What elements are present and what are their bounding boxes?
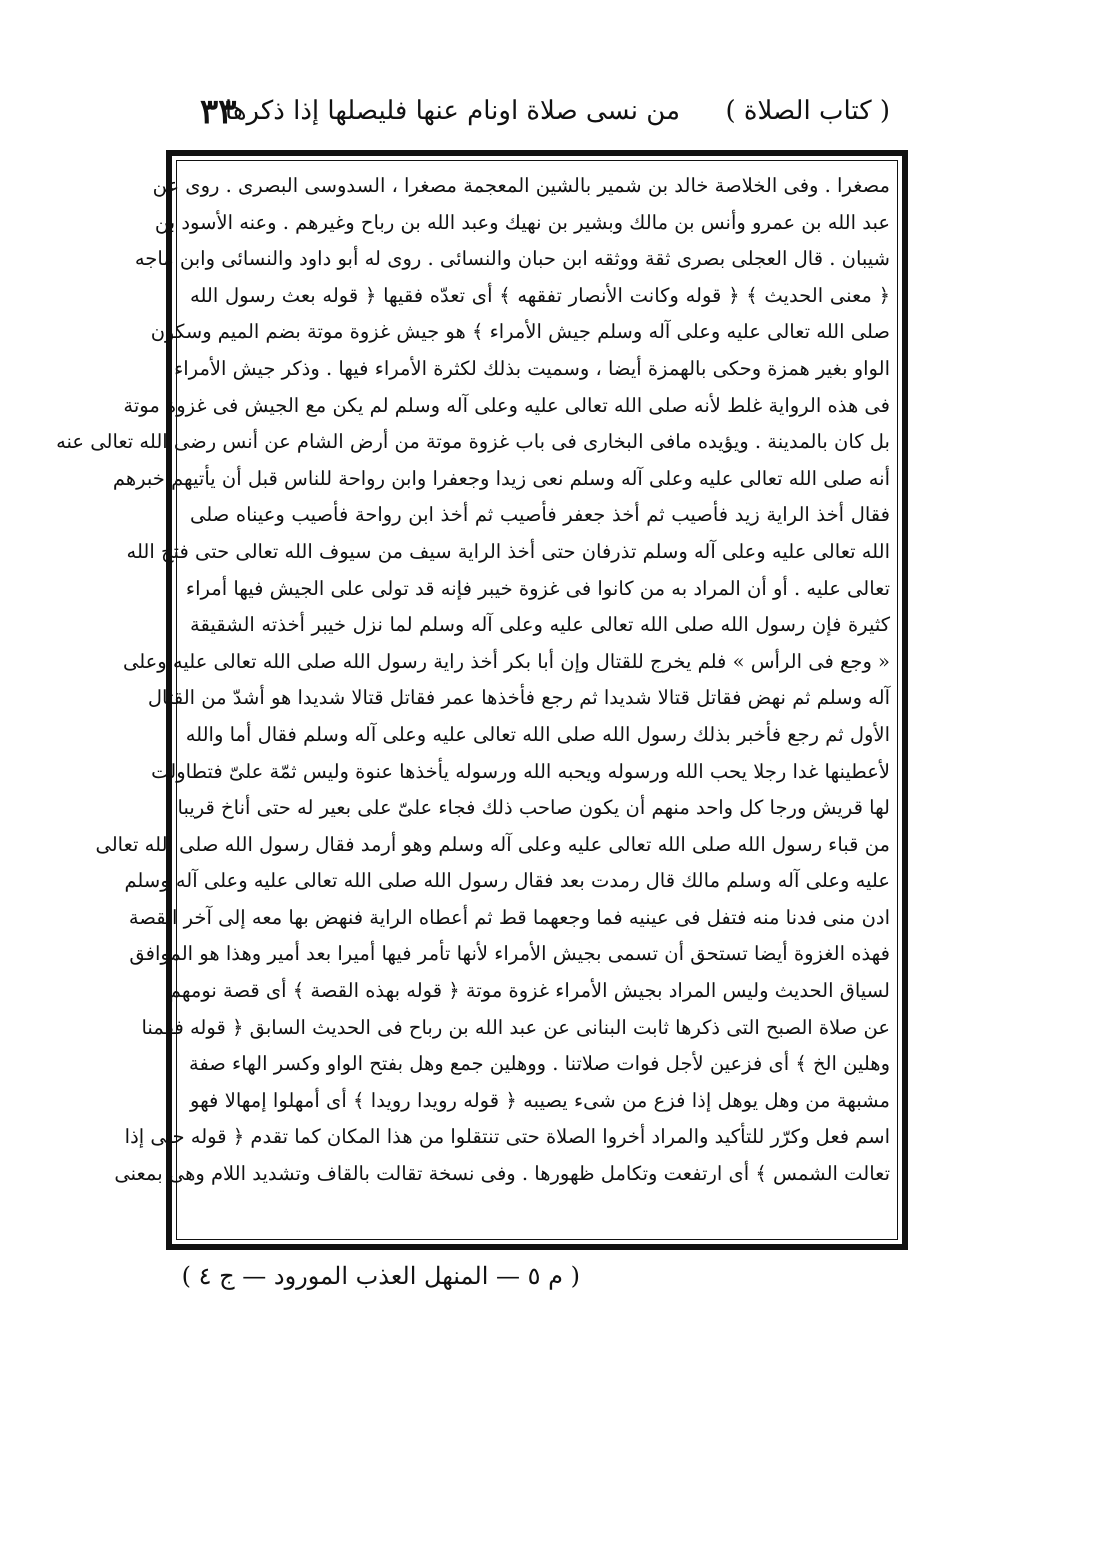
text-line: فى هذه الرواية غلط لأنه صلى الله تعالى عليه وعلى آله وسلم لم يكن مع الجيش فى غزوة موتة [123, 393, 890, 417]
text-line: بل كان بالمدينة . ويؤيده مافى البخارى فى باب غزوة موتة من أرض الشام عن أنس رضى الله تعالى عنه [56, 430, 890, 454]
text-line: لسياق الحديث وليس المراد بجيش الأمراء غزوة موتة ﴿ قوله بهذه القصة ﴾ أى قصة نومهم [168, 979, 890, 1003]
text-line: ادن منى فدنا منه فتفل فى عينيه فما وجعهما قط ثم أعطاه الراية فنهض بها معه إلى آخر القصة [128, 905, 890, 929]
page-header [200, 92, 890, 142]
text-line: لأعطينها غدا رجلا يحب الله ورسوله ويحبه الله ورسوله يأخذها عنوة وليس ثمّة علىّ فتطاولت [151, 759, 890, 783]
text-line: من قباء رسول الله صلى الله تعالى عليه وعلى آله وسلم وهو أرمد فقال رسول الله صلى الله تعالى [95, 832, 890, 856]
page-number: ٣٣ [200, 92, 237, 132]
text-line: شيبان . قال العجلى بصرى ثقة ووثقه ابن حبان والنسائى . روى له أبو داود والنسائى وابن ماجه [134, 247, 890, 271]
text-line: لها قريش ورجا كل واحد منهم أن يكون صاحب ذلك فجاء علىّ على بعير له حتى أناخ قريبا [177, 796, 890, 820]
text-line: آله وسلم ثم نهض فقاتل قتالا شديدا ثم رجع فأخذها عمر فقاتل قتالا شديدا هو أشدّ من القتال [147, 686, 890, 710]
text-line: اسم فعل وكرّر للتأكيد والمراد أخروا الصلاة حتى تنتقلوا من هذا المكان كما تقدم ﴿ قوله حتى إذا [124, 1125, 890, 1149]
chapter-title: من نسى صلاة اونام عنها فليصلها إذا ذكرها [224, 96, 680, 126]
text-line: الله تعالى عليه وعلى آله وسلم تذرفان حتى أخذ الراية سيف من سيوف الله تعالى حتى فتح الله [126, 539, 890, 563]
text-line: عن صلاة الصبح التى ذكرها ثابت البنانى عن عبد الله بن رباح فى الحديث السابق ﴿ قوله فقمنا [141, 1015, 890, 1039]
text-line: فهذه الغزوة أيضا تستحق أن تسمى بجيش الأمراء لأنها تأمر فيها أميرا بعد أمير وهذا هو الموافق [129, 942, 890, 966]
text-line: عليه وعلى آله وسلم مالك قال رمدت بعد فقال رسول الله صلى الله تعالى عليه وعلى آله وسلم [124, 869, 890, 893]
footer-signature: ( م ٥ — المنهل العذب المورود — ج ٤ ) [181, 1262, 580, 1290]
text-line: مشبهة من وهل يوهل إذا فزع من شىء يصيبه ﴿ قوله رويدا رويدا ﴾ أى أمهلوا إمهالا فهو [190, 1088, 890, 1112]
text-line: مصغرا . وفى الخلاصة خالد بن شمير بالشين المعجمة مصغرا ، السدوسى البصرى . روى عن [152, 174, 890, 197]
text-line: الأول ثم رجع فأخبر بذلك رسول الله صلى الله تعالى عليه وعلى آله وسلم فقال أما والله [185, 722, 890, 746]
body-text [56, 168, 890, 1193]
text-line: « وجع فى الرأس » فلم يخرج للقتال وإن أبا بكر أخذ راية رسول الله صلى الله تعالى عليه وعلى [122, 649, 890, 673]
text-line: فقال أخذ الراية زيد فأصيب ثم أخذ جعفر فأصيب ثم أخذ ابن رواحة فأصيب وعيناه صلى [190, 503, 890, 527]
text-line: وهلين الخ ﴾ أى فزعين لأجل فوات صلاتنا . ووهلين جمع وهل بفتح الواو وكسر الهاء صفة [188, 1052, 890, 1076]
text-line: تعالى عليه . أو أن المراد به من كانوا فى غزوة خيبر فإنه قد تولى على الجيش فيها أمراء [185, 576, 890, 600]
text-line: تعالت الشمس ﴾ أى ارتفعت وتكامل ظهورها . وفى نسخة تقالت بالقاف وتشديد اللام وهى بمعنى [114, 1162, 890, 1186]
text-line: صلى الله تعالى عليه وعلى آله وسلم جيش الأمراء ﴾ هو جيش غزوة موتة بضم الميم وسكون [150, 320, 890, 344]
text-line: أنه صلى الله تعالى عليه وعلى آله وسلم نعى زيدا وجعفرا وابن رواحة للناس قبل أن يأتيهم خبرهم [112, 466, 890, 490]
text-line: كثيرة فإن رسول الله صلى الله تعالى عليه وعلى آله وسلم لما نزل خيبر أخذته الشقيقة [190, 613, 890, 637]
book-title: ( كتاب الصلاة ) [725, 96, 890, 126]
text-line: ﴿ معنى الحديث ﴾ ﴿ قوله وكانت الأنصار تفقهه ﴾ أى تعدّه فقيها ﴿ قوله بعث رسول الله [190, 283, 890, 307]
text-line: عبد الله بن عمرو وأنس بن مالك وبشير بن نهيك وعبد الله بن رباح وغيرهم . وعنه الأسود بن [154, 210, 890, 234]
text-line: الواو بغير همزة وحكى بالهمزة أيضا ، وسميت بذلك لكثرة الأمراء فيها . وذكر جيش الأمراء [174, 356, 890, 380]
